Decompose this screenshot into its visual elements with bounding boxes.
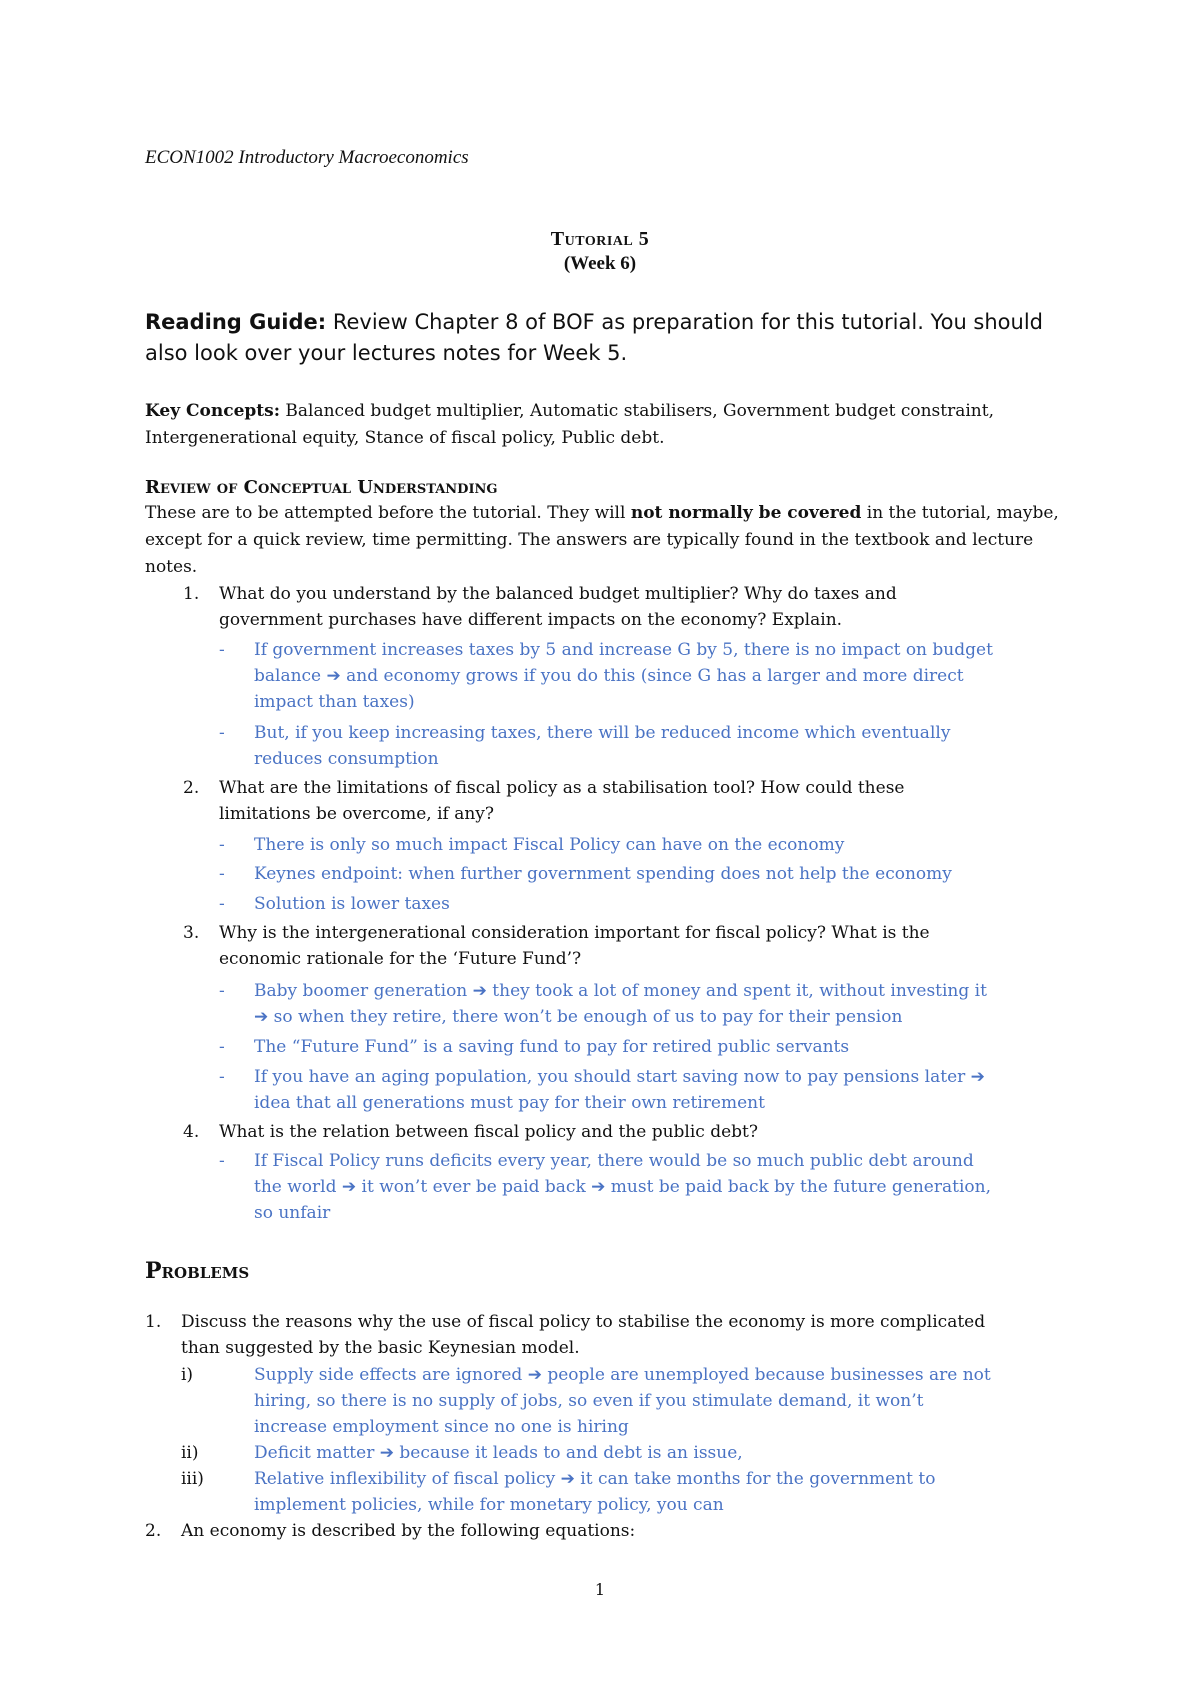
problem-number: 2. (145, 1521, 162, 1541)
bullet-dash: - (219, 640, 225, 660)
review-heading: Review of Conceptual Understanding (145, 477, 498, 498)
question-number: 2. (183, 778, 200, 798)
answer-text: impact than taxes) (254, 692, 415, 712)
answer-text: Relative inflexibility of fiscal policy ➔ it can take months for the government to (254, 1469, 936, 1489)
page-number: 1 (594, 1580, 606, 1599)
key-concepts (145, 398, 1075, 452)
review-intro-bold: not normally be covered (630, 503, 862, 523)
bullet-dash: - (219, 894, 225, 914)
question-number: 3. (183, 923, 200, 943)
question-text: What do you understand by the balanced budget multiplier? Why do taxes and (219, 584, 897, 604)
bullet-dash: - (219, 723, 225, 743)
answer-text: increase employment since no one is hiring (254, 1417, 629, 1437)
question-text: government purchases have different impacts on the economy? Explain. (219, 610, 843, 630)
problems-heading: Problems (145, 1258, 250, 1284)
answer-text: Deficit matter ➔ because it leads to and debt is an issue, (254, 1443, 743, 1463)
roman-numeral: i) (181, 1365, 194, 1385)
question-text: economic rationale for the ‘Future Fund’? (219, 949, 582, 969)
bullet-dash: - (219, 1067, 225, 1087)
review-intro (145, 500, 1075, 581)
answer-text: so unfair (254, 1203, 331, 1223)
answer-text: ➔ so when they retire, there won’t be enough of us to pay for their pension (254, 1007, 903, 1027)
bullet-dash: - (219, 835, 225, 855)
answer-text: idea that all generations must pay for their own retirement (254, 1093, 765, 1113)
question-text: What are the limitations of fiscal policy as a stabilisation tool? How could these (219, 778, 905, 798)
bullet-dash: - (219, 981, 225, 1001)
key-concepts-label: Key Concepts: (145, 401, 280, 421)
week-label: (Week 6) (563, 253, 637, 274)
problem-number: 1. (145, 1312, 162, 1332)
bullet-dash: - (219, 1151, 225, 1171)
key-concepts-text: Balanced budget multiplier, Automatic stabilisers, Government budget constraint, Intergenerational equity, Stance of fiscal policy, Public debt. (145, 401, 994, 448)
bullet-dash: - (219, 1037, 225, 1057)
course-header: ECON1002 Introductory Macroeconomics (145, 147, 469, 168)
answer-text: If government increases taxes by 5 and increase G by 5, there is no impact on budget (254, 640, 993, 660)
question-text: Why is the intergenerational consideration important for fiscal policy? What is the (219, 923, 930, 943)
reading-guide-label: Reading Guide: (145, 310, 327, 334)
answer-text: If Fiscal Policy runs deficits every year, there would be so much public debt around (254, 1151, 974, 1171)
answer-text: If you have an aging population, you should start saving now to pay pensions later ➔ (254, 1067, 985, 1087)
answer-text: balance ➔ and economy grows if you do this (since G has a larger and more direct (254, 666, 964, 686)
answer-text: The “Future Fund” is a saving fund to pay for retired public servants (254, 1037, 850, 1057)
answer-text: reduces consumption (254, 749, 439, 769)
answer-text: the world ➔ it won’t ever be paid back ➔ must be paid back by the future generation, (254, 1177, 991, 1197)
question-text: limitations be overcome, if any? (219, 804, 495, 824)
answer-text: But, if you keep increasing taxes, there will be reduced income which eventually (254, 723, 951, 743)
answer-text: Solution is lower taxes (254, 894, 450, 914)
answer-text: implement policies, while for monetary policy, you can (254, 1495, 724, 1515)
review-intro-part2: in the tutorial, maybe, except for a quick review, time permitting. The answers are typically found in the textbook and lecture notes. (145, 503, 1059, 577)
review-intro-part1: These are to be attempted before the tutorial. They will (145, 503, 631, 523)
answer-text: Keynes endpoint: when further government spending does not help the economy (254, 864, 952, 884)
tutorial-title: Tutorial 5 (550, 228, 650, 250)
answer-text: There is only so much impact Fiscal Policy can have on the economy (254, 835, 845, 855)
title-block (0, 228, 1200, 275)
bullet-dash: - (219, 864, 225, 884)
reading-guide (145, 307, 1085, 369)
question-text: What is the relation between fiscal policy and the public debt? (219, 1122, 758, 1142)
answer-text: Baby boomer generation ➔ they took a lot of money and spent it, without investing it (254, 981, 987, 1001)
problem-text: Discuss the reasons why the use of fiscal policy to stabilise the economy is more complicated (181, 1312, 986, 1332)
problem-text: An economy is described by the following equations: (181, 1521, 636, 1541)
roman-numeral: iii) (181, 1469, 204, 1489)
answer-text: hiring, so there is no supply of jobs, so even if you stimulate demand, it won’t (254, 1391, 924, 1411)
problem-text: than suggested by the basic Keynesian model. (181, 1338, 580, 1358)
reading-guide-text: Review Chapter 8 of BOF as preparation for this tutorial. You should also look over your lectures notes for Week 5. (145, 310, 1044, 365)
answer-text: Supply side effects are ignored ➔ people are unemployed because businesses are not (254, 1365, 991, 1385)
question-number: 1. (183, 584, 200, 604)
question-number: 4. (183, 1122, 200, 1142)
roman-numeral: ii) (181, 1443, 199, 1463)
